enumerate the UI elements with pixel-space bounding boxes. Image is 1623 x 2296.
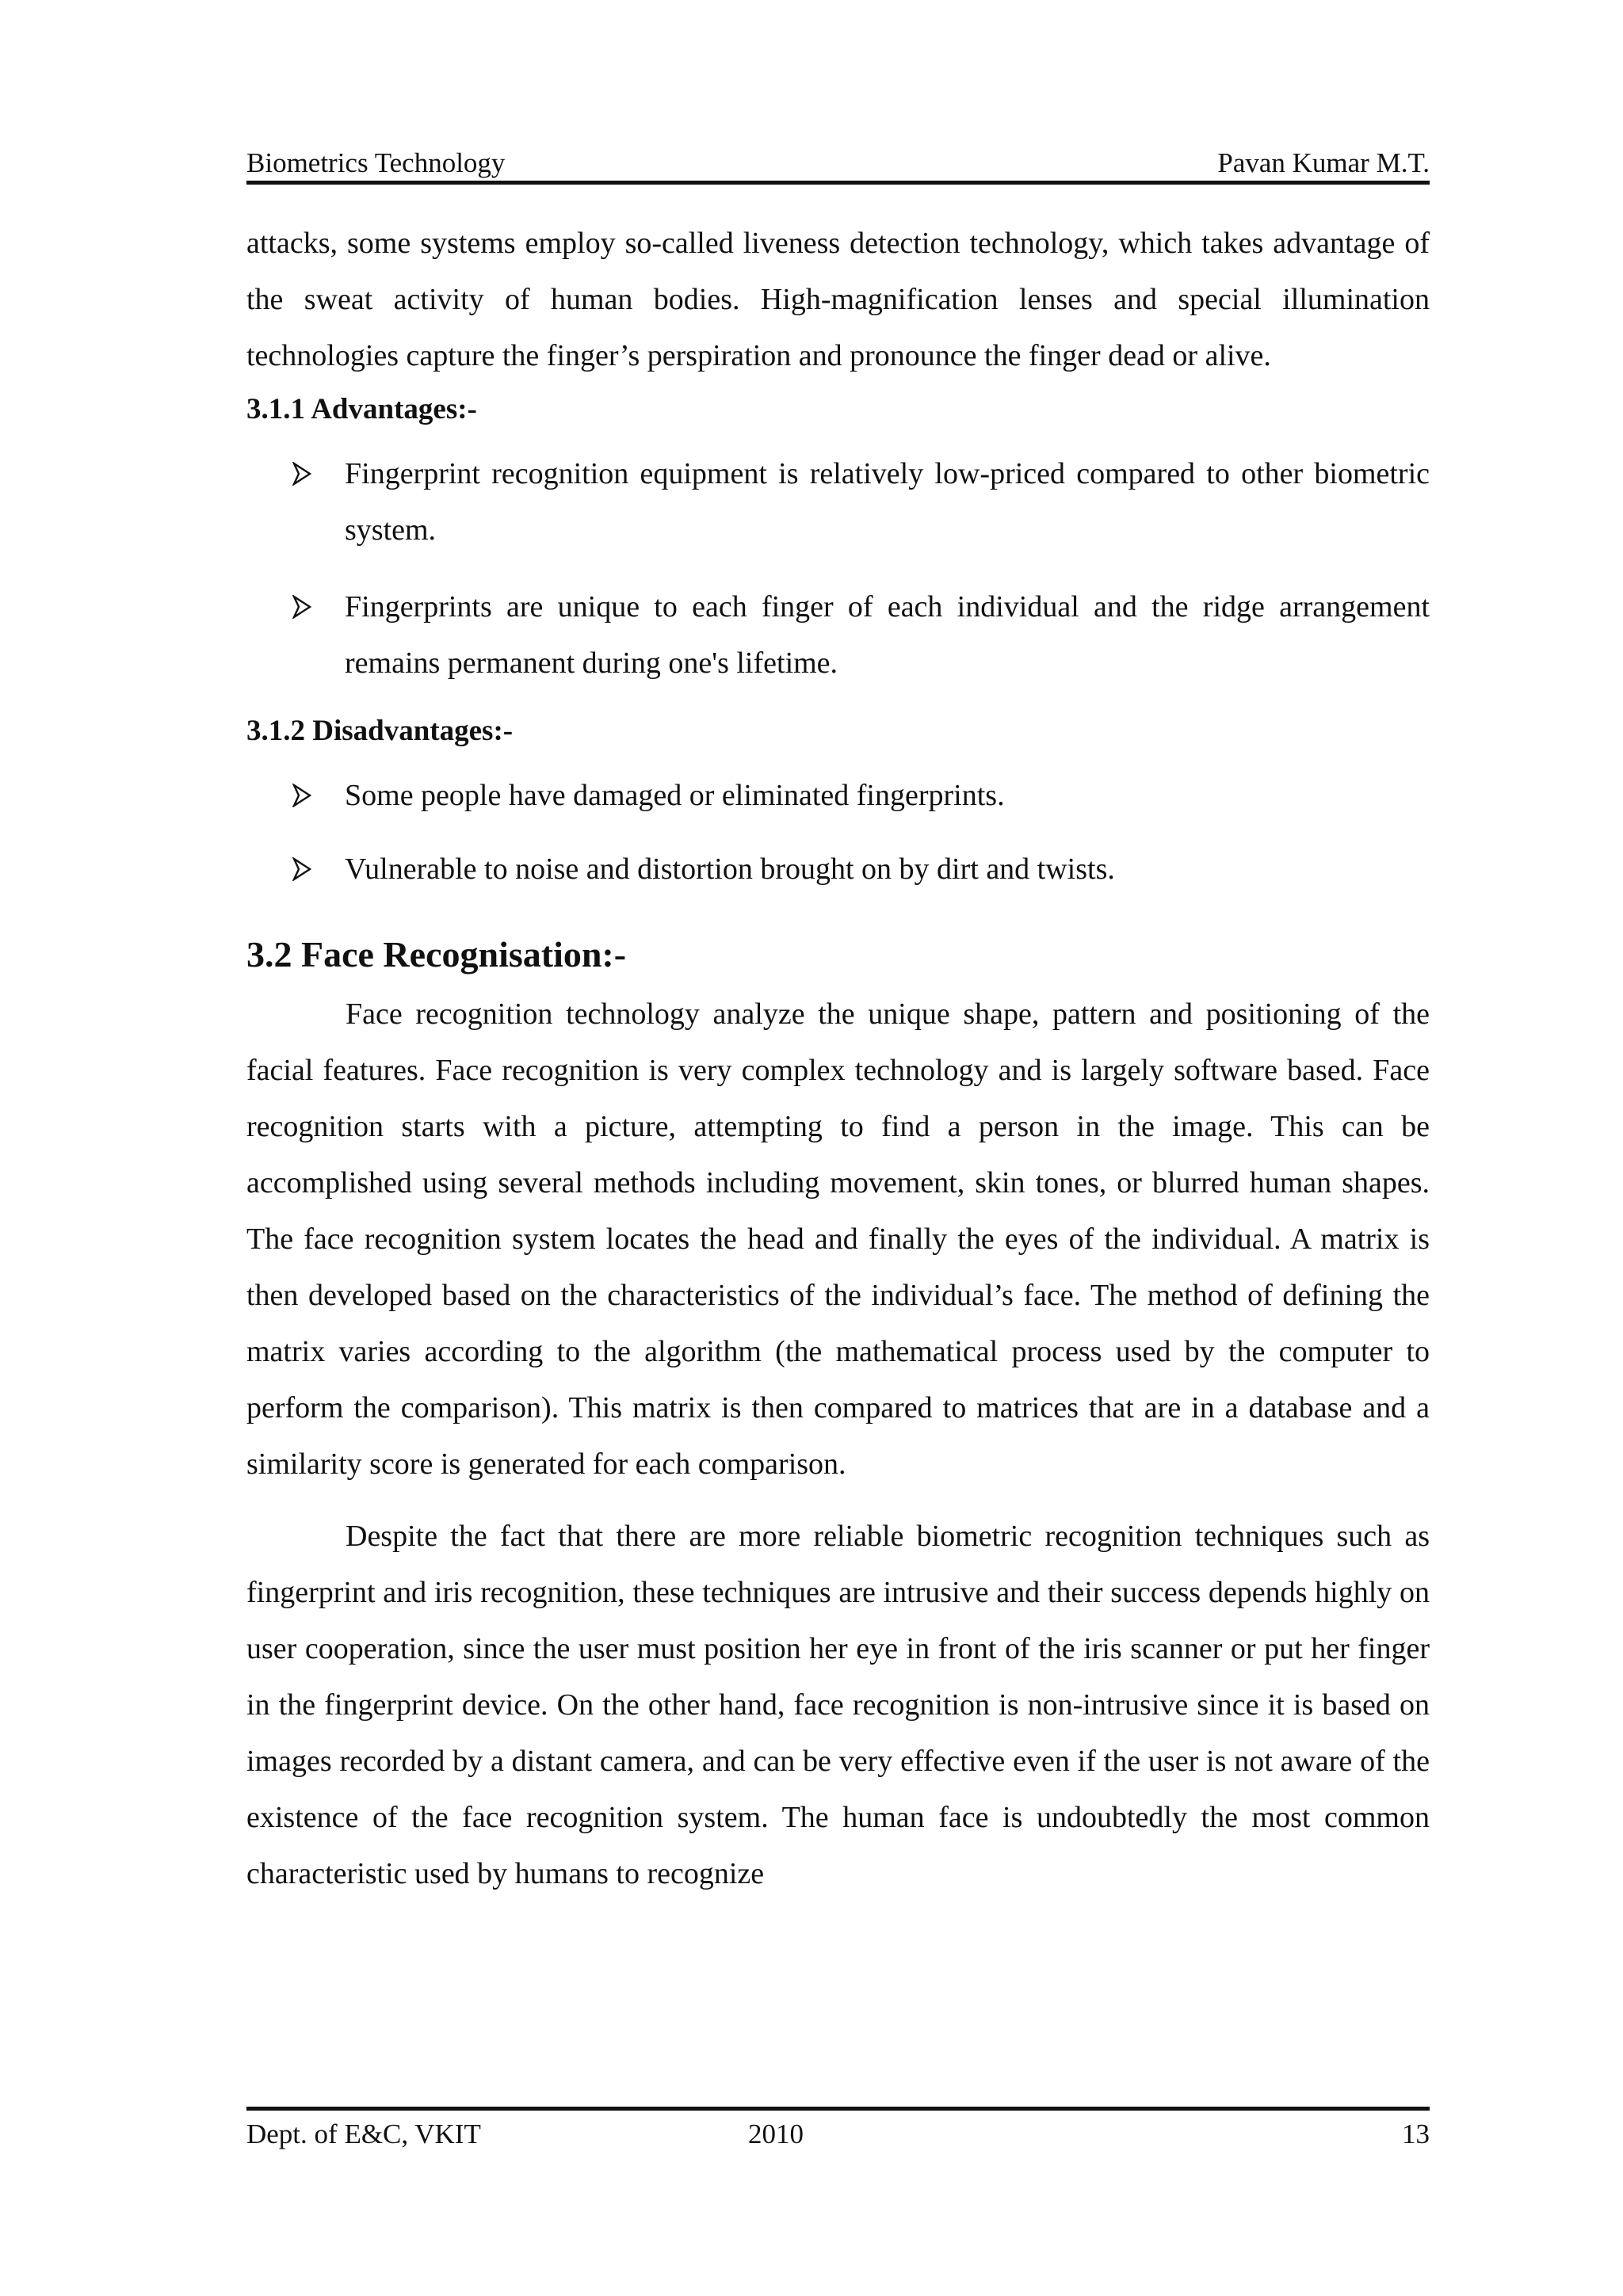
arrowhead-bullet-icon	[292, 462, 311, 486]
disadvantages-list	[246, 768, 1430, 898]
page-number: 13	[1402, 2119, 1430, 2149]
footer-department: Dept. of E&C, VKIT	[246, 2119, 481, 2149]
face-paragraph: Despite the fact that there are more reliable biometric recognition techniques such as fingerprint and iris recognition, these techniques are intrusive and their success depends highly on user cooperation, since the user must position her eye in front of the iris scanner or put her finger in the fingerprint device. On the other hand, face recognition is non-intrusive since it is based on images recorded by a distant camera, and can be very effective even if the user is not aware of the existence of the face recognition system. The human face is undoubtedly the most common characteristic used by humans to recognize	[246, 1520, 1430, 1890]
face-paragraph: Face recognition technology analyze the unique shape, pattern and positioning of the facial features. Face recognition is very complex technology and is largely software based. Face recognition starts with a picture, attempting to find a person in the image. This can be accomplished using several methods including movement, skin tones, or blurred human shapes. The face recognition system locates the head and finally the eyes of the individual. A matrix is then developed based on the characteristics of the individual’s face. The method of defining the matrix varies according to the algorithm (the mathematical process used by the computer to perform the comparison). This matrix is then compared to matrices that are in a database and a similarity score is generated for each comparison.	[246, 997, 1430, 1481]
arrowhead-bullet-icon	[292, 857, 311, 881]
header-author: Pavan Kumar M.T.	[1217, 147, 1430, 178]
list-item-text: Vulnerable to noise and distortion brought on by dirt and twists.	[345, 852, 1115, 886]
advantages-heading: 3.1.1 Advantages:-	[246, 393, 477, 425]
header-title: Biometrics Technology	[246, 147, 506, 178]
list-item-text: Fingerprint recognition equipment is relatively low-priced compared to other biometric system.	[345, 457, 1430, 547]
list-item-text: Some people have damaged or eliminated fingerprints.	[345, 779, 1005, 812]
page-body	[246, 215, 1430, 1902]
page-footer	[246, 2117, 1430, 2152]
list-item	[246, 841, 1430, 898]
list-item	[246, 579, 1430, 692]
advantages-list	[246, 446, 1430, 692]
page-header	[246, 146, 1430, 181]
intro-paragraph: attacks, some systems employ so-called liveness detection technology, which takes advantage of the sweat activity of human bodies. High-magnification lenses and special illumination technologies capture the finger’s perspiration and pronounce the finger dead or alive.	[246, 227, 1430, 372]
arrowhead-bullet-icon	[292, 595, 311, 619]
footer-year: 2010	[748, 2119, 804, 2149]
arrowhead-bullet-icon	[292, 784, 311, 807]
face-section-heading: 3.2 Face Recognisation:-	[246, 934, 627, 974]
list-item	[246, 446, 1430, 559]
footer-rule	[246, 2107, 1430, 2111]
list-item	[246, 768, 1430, 824]
disadvantages-heading: 3.1.2 Disadvantages:-	[246, 715, 514, 747]
header-rule	[246, 181, 1430, 185]
list-item-text: Fingerprints are unique to each finger of each individual and the ridge arrangement remains permanent during one's lifetime.	[345, 590, 1430, 680]
